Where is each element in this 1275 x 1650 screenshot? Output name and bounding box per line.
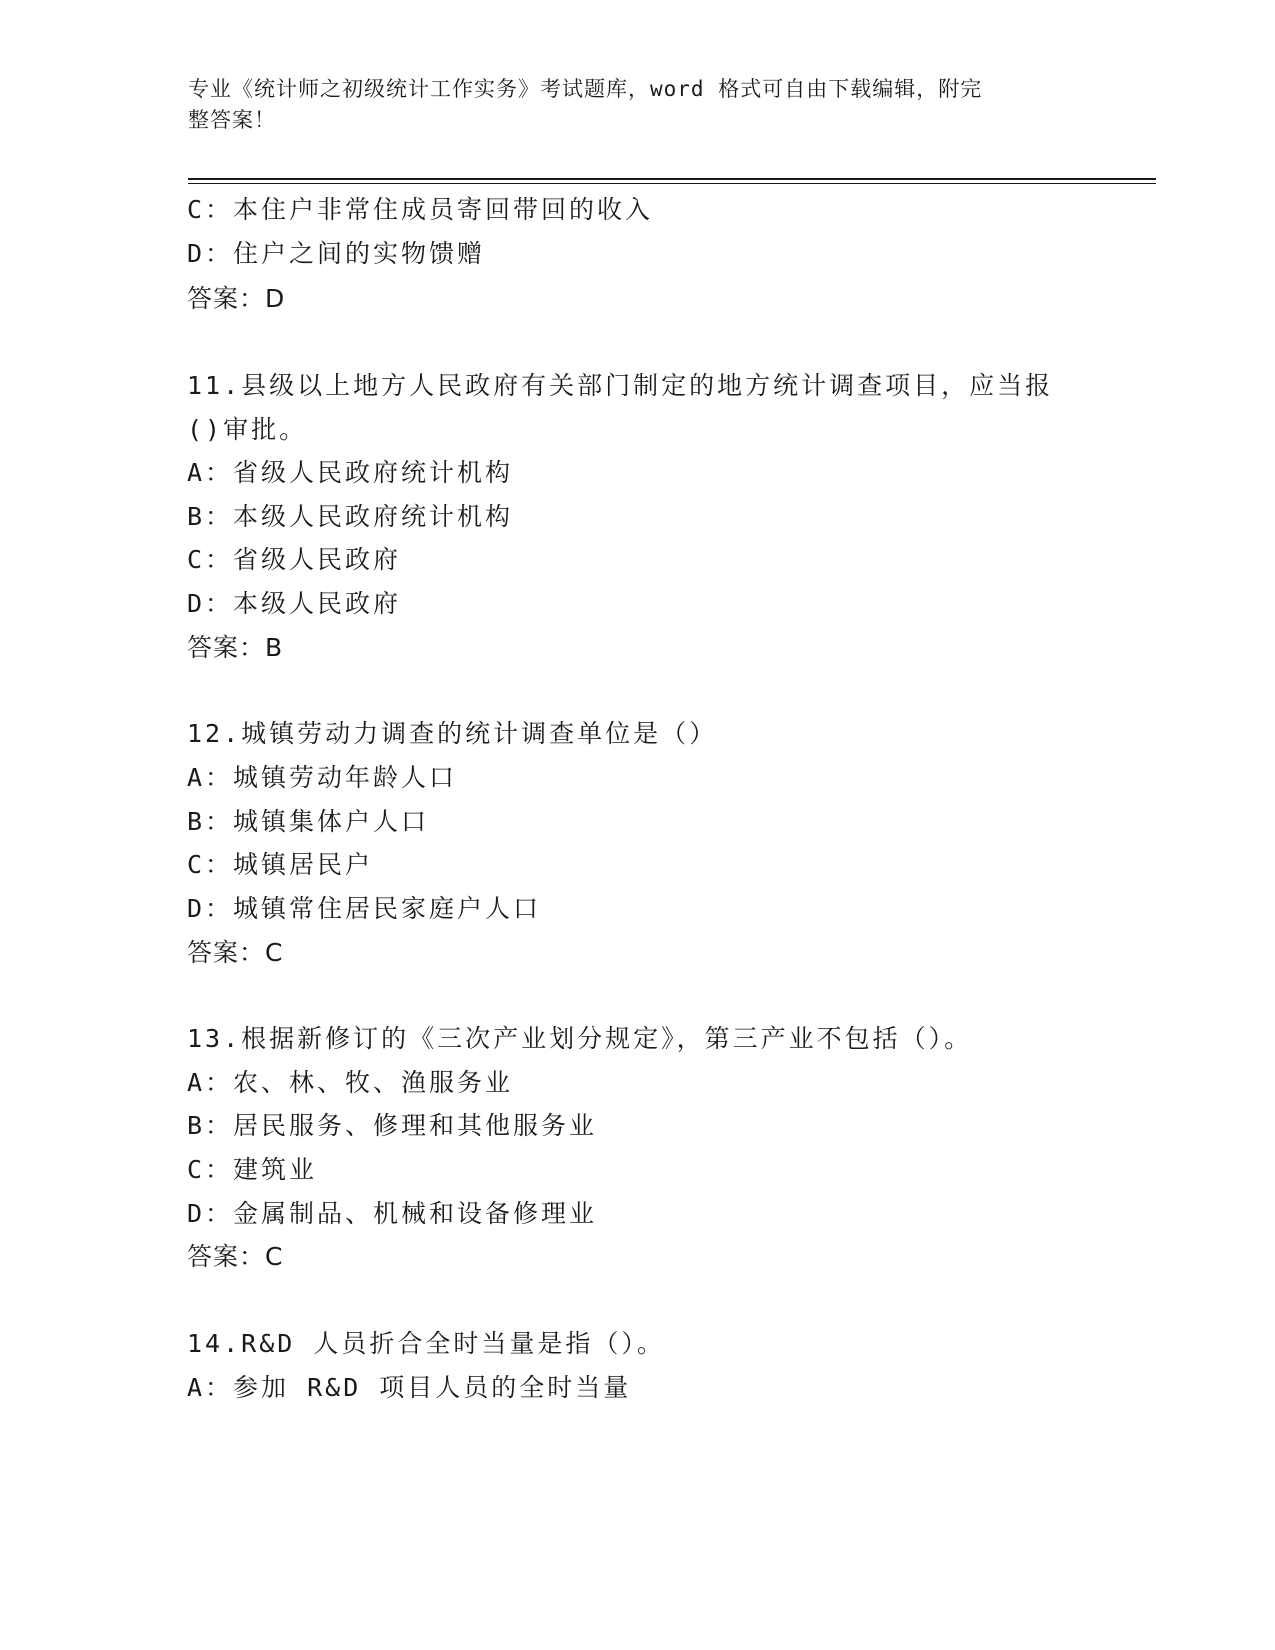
question-12: 12.城镇劳动力调查的统计调查单位是（）	[187, 719, 718, 748]
option-c: C：城镇居民户	[187, 850, 374, 879]
answer: 答案：D	[187, 284, 286, 313]
option-d: D：金属制品、机械和设备修理业	[187, 1199, 598, 1228]
answer: 答案：B	[187, 633, 284, 662]
question-14: 14.R&D 人员折合全时当量是指（）。	[187, 1329, 665, 1358]
answer: 答案：C	[187, 938, 284, 967]
question-13: 13.根据新修订的《三次产业划分规定》，第三产业不包括（）。	[187, 1024, 973, 1053]
option-d: D：本级人民政府	[187, 589, 402, 618]
option-b: B：城镇集体户人口	[187, 807, 430, 836]
header-line-1: 专业《统计师之初级统计工作实务》考试题库，word 格式可自由下载编辑，附完	[188, 77, 983, 101]
option-b: B：居民服务、修理和其他服务业	[187, 1111, 598, 1140]
option-c: C：省级人民政府	[187, 545, 402, 574]
document-header	[188, 74, 1088, 136]
option-a: A：农、林、牧、渔服务业	[187, 1068, 514, 1097]
option-c: C：本住户非常住成员寄回带回的收入	[187, 195, 654, 224]
question-11: 11.县级以上地方人民政府有关部门制定的地方统计调查项目，应当报	[187, 371, 1054, 400]
option-c: C：建筑业	[187, 1155, 318, 1184]
answer: 答案：C	[187, 1242, 284, 1271]
option-a: A：参加 R&D 项目人员的全时当量	[187, 1373, 632, 1402]
header-divider-thin	[188, 183, 1156, 184]
option-d: D：城镇常住居民家庭户人口	[187, 894, 542, 923]
option-b: B：本级人民政府统计机构	[187, 502, 514, 531]
header-line-2: 整答案！	[188, 108, 276, 132]
header-divider	[188, 178, 1156, 180]
question-11-cont: ()审批。	[187, 415, 308, 444]
option-a: A：省级人民政府统计机构	[187, 458, 514, 487]
option-a: A：城镇劳动年龄人口	[187, 763, 458, 792]
option-d: D：住户之间的实物馈赠	[187, 239, 486, 268]
